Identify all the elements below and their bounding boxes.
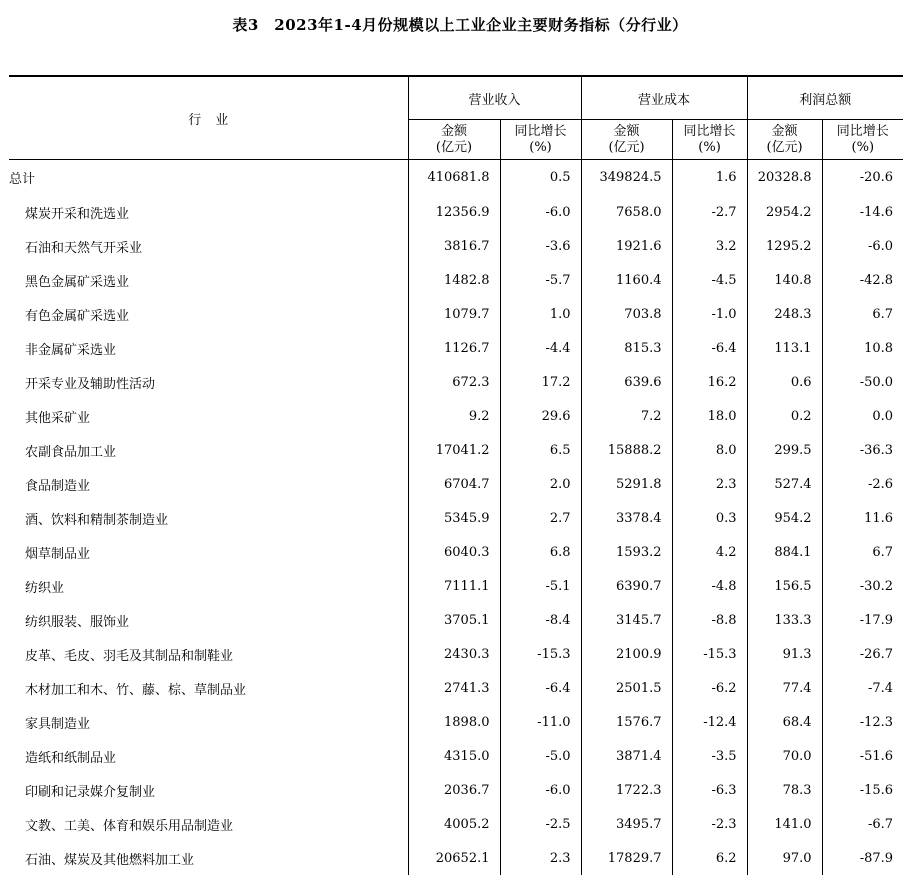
cost-growth-cell: 0.3	[672, 501, 747, 535]
revenue-growth-header: 同比增长 (%)	[500, 120, 581, 160]
cost-growth-cell: -15.3	[672, 637, 747, 671]
cost-growth-cell: -12.4	[672, 705, 747, 739]
industry-name-cell: 烟草制品业	[25, 546, 91, 562]
profit-growth-cell: -36.3	[822, 433, 903, 467]
profit-growth-cell: -51.6	[822, 739, 903, 773]
table-row	[9, 467, 903, 501]
cost-header: 营业成本	[581, 76, 747, 120]
cost-growth-cell: -8.8	[672, 603, 747, 637]
industry-name-cell: 印刷和记录媒介复制业	[25, 784, 156, 800]
profit-amount-cell: 299.5	[747, 433, 822, 467]
table-row	[9, 433, 903, 467]
profit-amount-cell: 884.1	[747, 535, 822, 569]
profit-amount-cell: 77.4	[747, 671, 822, 705]
industry-name-cell: 纺织业	[25, 580, 65, 596]
cost-growth-cell: 18.0	[672, 399, 747, 433]
table-row	[9, 603, 903, 637]
profit-growth-cell: -15.6	[822, 773, 903, 807]
profit-growth-cell: 6.7	[822, 535, 903, 569]
revenue-growth-cell: -2.5	[500, 807, 581, 841]
profit-amount-cell: 527.4	[747, 467, 822, 501]
revenue-amount-cell: 1079.7	[408, 297, 500, 331]
cost-growth-cell: -1.0	[672, 297, 747, 331]
revenue-growth-cell: -6.4	[500, 671, 581, 705]
revenue-growth-cell: -6.0	[500, 195, 581, 229]
cost-growth-header: 同比增长 (%)	[672, 120, 747, 160]
table-row	[9, 807, 903, 841]
cost-amount-cell: 2501.5	[581, 671, 672, 705]
cost-growth-cell: -6.4	[672, 331, 747, 365]
industry-name-cell: 石油、煤炭及其他燃料加工业	[25, 852, 195, 868]
industry-header: 行业	[9, 76, 408, 160]
profit-growth-cell: -42.8	[822, 263, 903, 297]
revenue-growth-cell: 6.8	[500, 535, 581, 569]
cost-amount-cell: 15888.2	[581, 433, 672, 467]
profit-growth-cell: -7.4	[822, 671, 903, 705]
cost-amount-cell: 1921.6	[581, 229, 672, 263]
profit-growth-header: 同比增长 (%)	[822, 120, 903, 160]
cost-growth-cell: 8.0	[672, 433, 747, 467]
profit-amount-cell: 2954.2	[747, 195, 822, 229]
profit-amount-cell: 1295.2	[747, 229, 822, 263]
industry-name-cell: 石油和天然气开采业	[25, 240, 143, 256]
revenue-amount-header: 金额 (亿元)	[408, 120, 500, 160]
cost-amount-cell: 3378.4	[581, 501, 672, 535]
revenue-growth-cell: 29.6	[500, 399, 581, 433]
industry-name-cell: 非金属矿采选业	[25, 342, 117, 358]
industry-name-cell: 总计	[9, 172, 36, 187]
profit-amount-cell: 70.0	[747, 739, 822, 773]
profit-amount-cell: 140.8	[747, 263, 822, 297]
cost-amount-cell: 1576.7	[581, 705, 672, 739]
cost-growth-cell: 1.6	[672, 160, 747, 196]
industry-name-cell: 酒、饮料和精制茶制造业	[25, 512, 169, 528]
financial-indicators-table	[9, 75, 903, 875]
cost-amount-cell: 7658.0	[581, 195, 672, 229]
profit-amount-cell: 97.0	[747, 841, 822, 875]
revenue-amount-cell: 4315.0	[408, 739, 500, 773]
table-row	[9, 331, 903, 365]
table-row	[9, 160, 903, 196]
profit-amount-cell: 68.4	[747, 705, 822, 739]
revenue-amount-cell: 3816.7	[408, 229, 500, 263]
industry-name-cell: 造纸和纸制品业	[25, 750, 117, 766]
revenue-growth-cell: -8.4	[500, 603, 581, 637]
revenue-growth-cell: -5.0	[500, 739, 581, 773]
profit-growth-cell: 11.6	[822, 501, 903, 535]
profit-amount-cell: 954.2	[747, 501, 822, 535]
table-row	[9, 841, 903, 875]
industry-name-cell: 木材加工和木、竹、藤、棕、草制品业	[25, 682, 247, 698]
industry-name-cell: 农副食品加工业	[25, 444, 117, 460]
profit-growth-cell: -20.6	[822, 160, 903, 196]
table-body	[9, 160, 903, 876]
cost-amount-cell: 7.2	[581, 399, 672, 433]
revenue-growth-cell: -4.4	[500, 331, 581, 365]
profit-growth-cell: -6.7	[822, 807, 903, 841]
profit-growth-cell: -17.9	[822, 603, 903, 637]
profit-amount-cell: 156.5	[747, 569, 822, 603]
revenue-amount-cell: 7111.1	[408, 569, 500, 603]
cost-amount-cell: 1593.2	[581, 535, 672, 569]
industry-name-cell: 文教、工美、体育和娱乐用品制造业	[25, 818, 234, 834]
profit-growth-cell: -2.6	[822, 467, 903, 501]
industry-name-cell: 开采专业及辅助性活动	[25, 376, 156, 392]
revenue-amount-cell: 672.3	[408, 365, 500, 399]
profit-amount-cell: 0.6	[747, 365, 822, 399]
cost-growth-cell: 3.2	[672, 229, 747, 263]
revenue-amount-cell: 20652.1	[408, 841, 500, 875]
table-row	[9, 671, 903, 705]
revenue-amount-cell: 4005.2	[408, 807, 500, 841]
table-row	[9, 399, 903, 433]
revenue-amount-cell: 5345.9	[408, 501, 500, 535]
industry-name-cell: 纺织服装、服饰业	[25, 614, 130, 630]
table-row	[9, 569, 903, 603]
cost-amount-cell: 3145.7	[581, 603, 672, 637]
cost-amount-cell: 3871.4	[581, 739, 672, 773]
cost-amount-cell: 703.8	[581, 297, 672, 331]
profit-amount-cell: 20328.8	[747, 160, 822, 196]
profit-growth-cell: 10.8	[822, 331, 903, 365]
table-row	[9, 263, 903, 297]
cost-amount-cell: 17829.7	[581, 841, 672, 875]
profit-header: 利润总额	[747, 76, 903, 120]
table-row	[9, 297, 903, 331]
cost-growth-cell: 16.2	[672, 365, 747, 399]
industry-name-cell: 煤炭开采和洗选业	[25, 206, 130, 222]
profit-growth-cell: -6.0	[822, 229, 903, 263]
cost-growth-cell: -2.3	[672, 807, 747, 841]
profit-amount-cell: 133.3	[747, 603, 822, 637]
profit-growth-cell: -12.3	[822, 705, 903, 739]
cost-growth-cell: -4.8	[672, 569, 747, 603]
revenue-amount-cell: 3705.1	[408, 603, 500, 637]
revenue-growth-cell: -5.7	[500, 263, 581, 297]
profit-growth-cell: -30.2	[822, 569, 903, 603]
revenue-growth-cell: -3.6	[500, 229, 581, 263]
cost-amount-header: 金额 (亿元)	[581, 120, 672, 160]
table-row	[9, 501, 903, 535]
table-title: 表3 2023年1-4月份规模以上工业企业主要财务指标（分行业）	[232, 16, 688, 34]
industry-name-cell: 皮革、毛皮、羽毛及其制品和制鞋业	[25, 648, 234, 664]
cost-growth-cell: -6.3	[672, 773, 747, 807]
revenue-amount-cell: 2036.7	[408, 773, 500, 807]
revenue-header: 营业收入	[408, 76, 581, 120]
cost-amount-cell: 349824.5	[581, 160, 672, 196]
revenue-growth-cell: 6.5	[500, 433, 581, 467]
revenue-amount-cell: 6704.7	[408, 467, 500, 501]
table-row	[9, 739, 903, 773]
revenue-growth-cell: -15.3	[500, 637, 581, 671]
cost-amount-cell: 1722.3	[581, 773, 672, 807]
cost-amount-cell: 2100.9	[581, 637, 672, 671]
profit-growth-cell: -26.7	[822, 637, 903, 671]
revenue-amount-cell: 1482.8	[408, 263, 500, 297]
cost-growth-cell: -6.2	[672, 671, 747, 705]
profit-growth-cell: -87.9	[822, 841, 903, 875]
table-row	[9, 535, 903, 569]
cost-amount-cell: 1160.4	[581, 263, 672, 297]
profit-amount-cell: 78.3	[747, 773, 822, 807]
revenue-amount-cell: 410681.8	[408, 160, 500, 196]
revenue-amount-cell: 17041.2	[408, 433, 500, 467]
profit-growth-cell: -50.0	[822, 365, 903, 399]
revenue-growth-cell: 2.7	[500, 501, 581, 535]
revenue-amount-cell: 1126.7	[408, 331, 500, 365]
table-row	[9, 773, 903, 807]
table-row	[9, 637, 903, 671]
cost-amount-cell: 5291.8	[581, 467, 672, 501]
cost-growth-cell: 2.3	[672, 467, 747, 501]
revenue-growth-cell: 1.0	[500, 297, 581, 331]
industry-name-cell: 其他采矿业	[25, 410, 91, 426]
revenue-growth-cell: -5.1	[500, 569, 581, 603]
profit-amount-cell: 248.3	[747, 297, 822, 331]
cost-growth-cell: 6.2	[672, 841, 747, 875]
cost-amount-cell: 6390.7	[581, 569, 672, 603]
revenue-growth-cell: 2.3	[500, 841, 581, 875]
profit-growth-cell: 0.0	[822, 399, 903, 433]
revenue-amount-cell: 2430.3	[408, 637, 500, 671]
table-row	[9, 195, 903, 229]
revenue-growth-cell: 2.0	[500, 467, 581, 501]
profit-growth-cell: 6.7	[822, 297, 903, 331]
revenue-growth-cell: -11.0	[500, 705, 581, 739]
cost-amount-cell: 815.3	[581, 331, 672, 365]
profit-amount-cell: 0.2	[747, 399, 822, 433]
revenue-growth-cell: 0.5	[500, 160, 581, 196]
table-row	[9, 705, 903, 739]
table-row	[9, 365, 903, 399]
cost-growth-cell: -2.7	[672, 195, 747, 229]
industry-name-cell: 有色金属矿采选业	[25, 308, 130, 324]
cost-amount-cell: 3495.7	[581, 807, 672, 841]
profit-amount-cell: 91.3	[747, 637, 822, 671]
cost-growth-cell: 4.2	[672, 535, 747, 569]
revenue-growth-cell: -6.0	[500, 773, 581, 807]
revenue-amount-cell: 2741.3	[408, 671, 500, 705]
profit-amount-cell: 113.1	[747, 331, 822, 365]
profit-growth-cell: -14.6	[822, 195, 903, 229]
revenue-amount-cell: 1898.0	[408, 705, 500, 739]
cost-growth-cell: -4.5	[672, 263, 747, 297]
industry-name-cell: 食品制造业	[25, 478, 91, 494]
industry-name-cell: 黑色金属矿采选业	[25, 274, 130, 290]
table-row	[9, 229, 903, 263]
cost-growth-cell: -3.5	[672, 739, 747, 773]
cost-amount-cell: 639.6	[581, 365, 672, 399]
revenue-growth-cell: 17.2	[500, 365, 581, 399]
industry-name-cell: 家具制造业	[25, 716, 91, 732]
profit-amount-header: 金额 (亿元)	[747, 120, 822, 160]
revenue-amount-cell: 6040.3	[408, 535, 500, 569]
revenue-amount-cell: 12356.9	[408, 195, 500, 229]
profit-amount-cell: 141.0	[747, 807, 822, 841]
revenue-amount-cell: 9.2	[408, 399, 500, 433]
